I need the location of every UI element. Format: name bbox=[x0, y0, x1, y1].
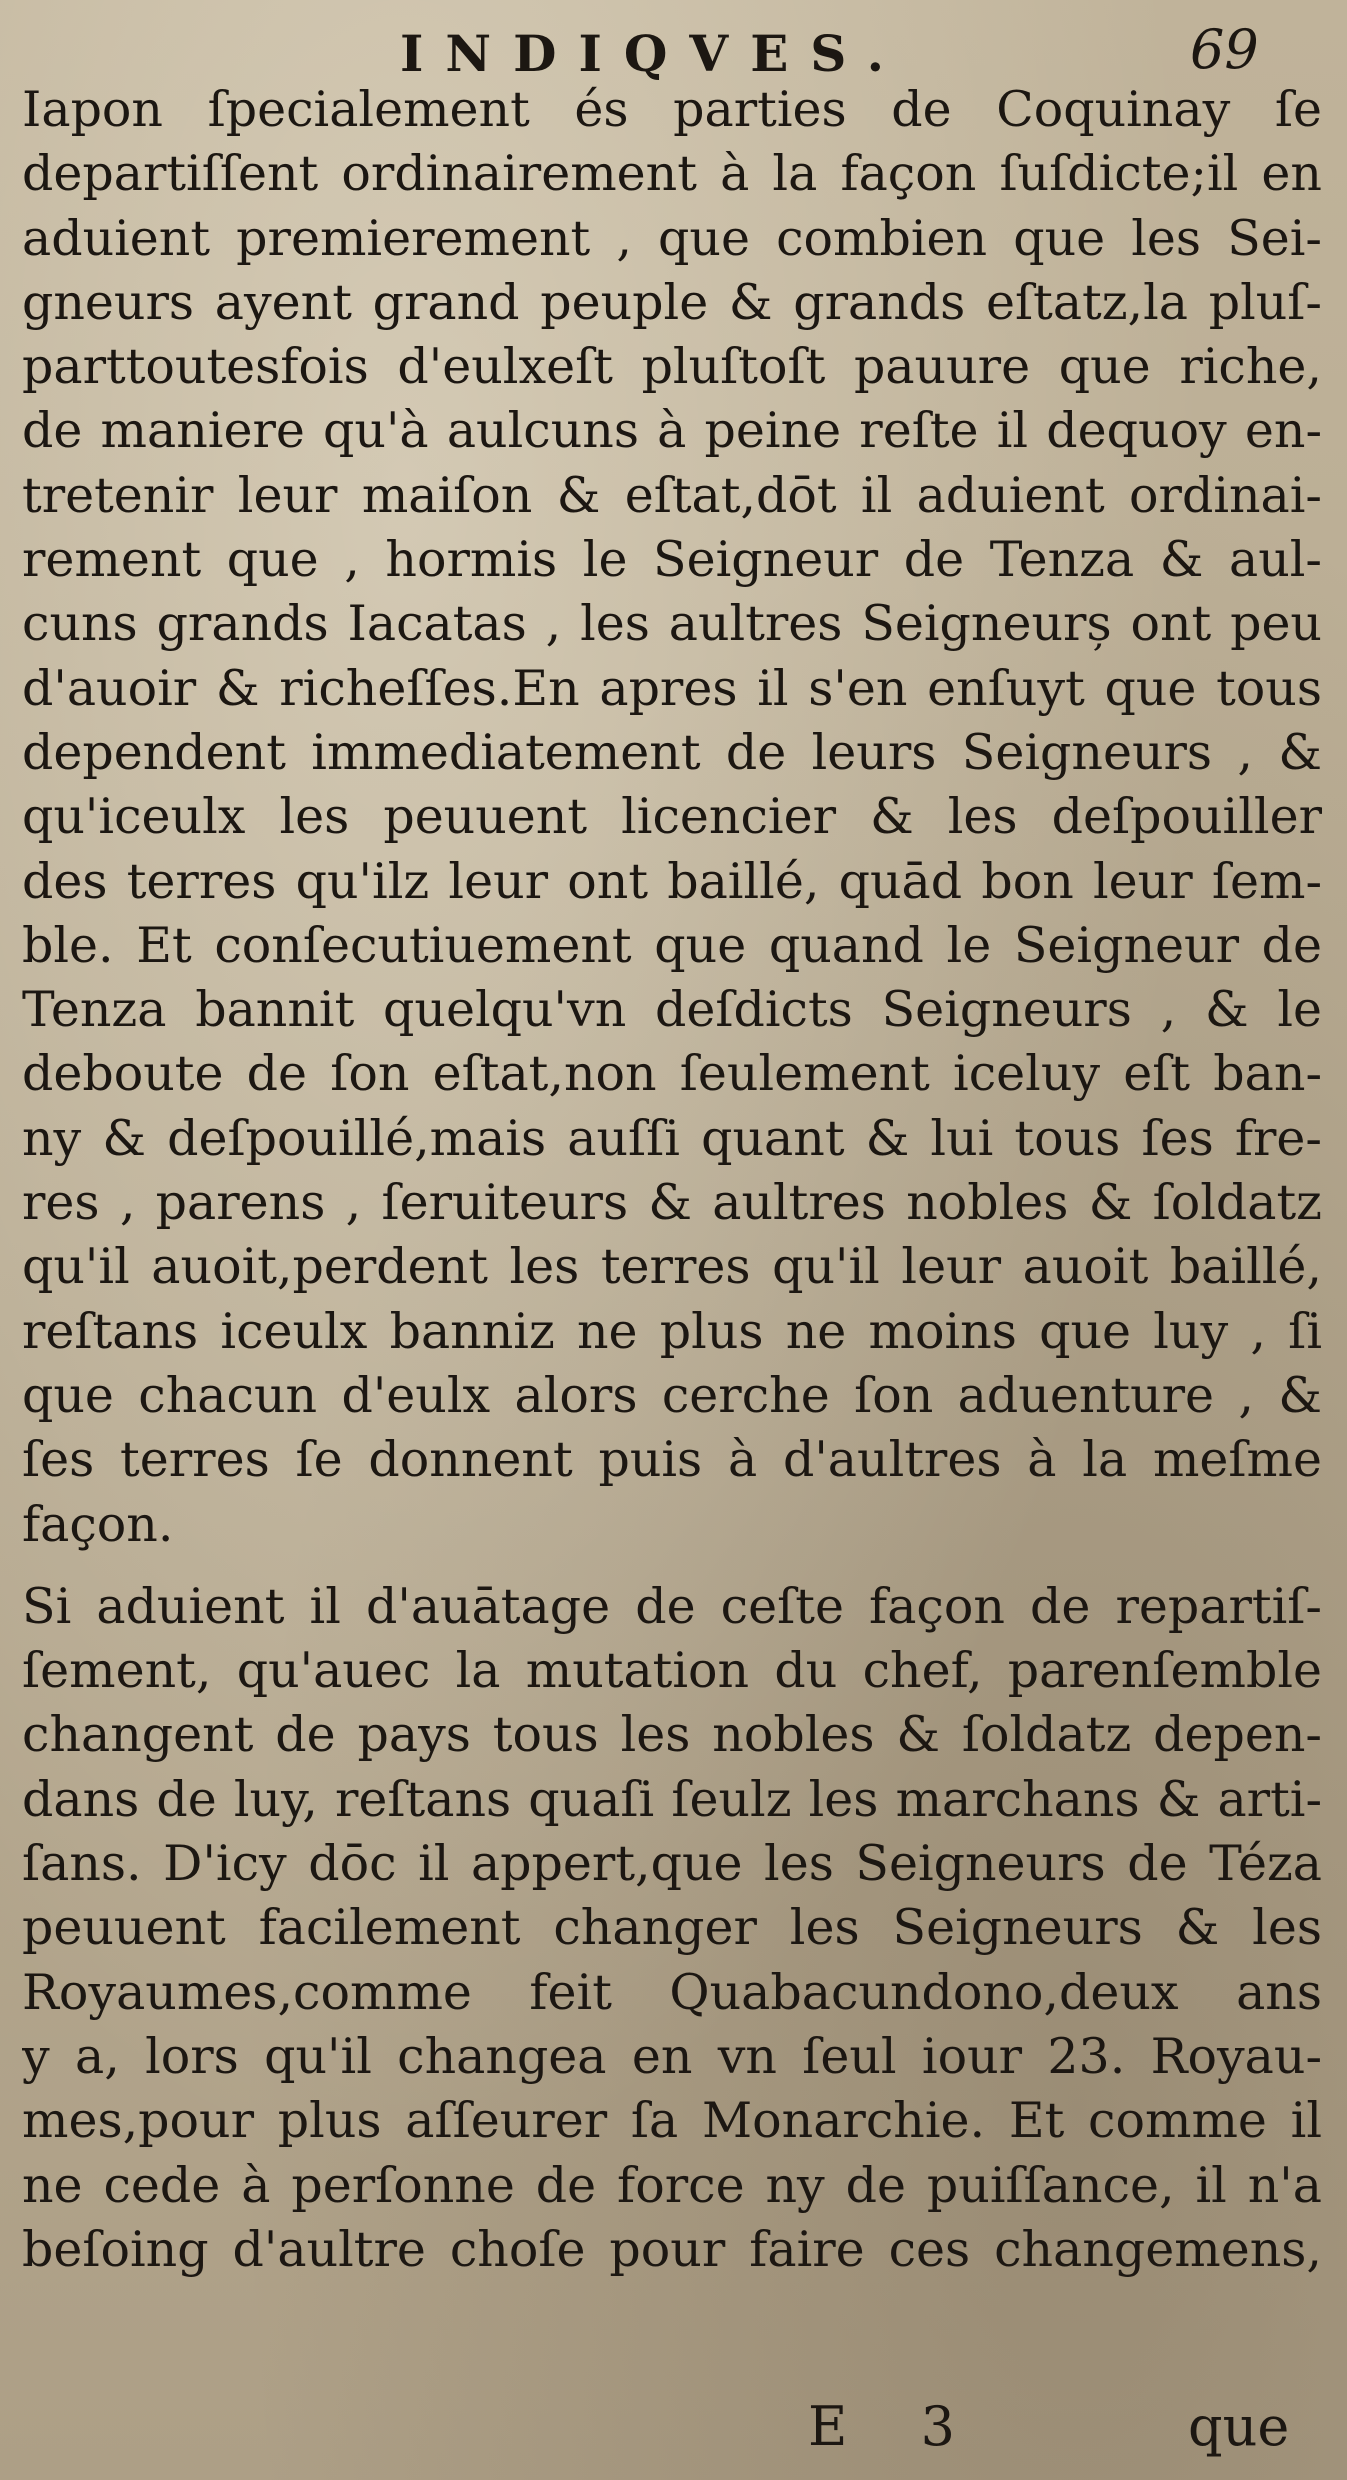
text-line: ne cede à perſonne de force ny de puiſſance, il n'a bbox=[22, 2156, 1322, 2214]
text-line: façon. bbox=[22, 1495, 174, 1553]
text-line: qu'il auoit,perdent les terres qu'il leur auoit baillé, bbox=[22, 1238, 1322, 1296]
text-line: aduient premierement , que combien que les Sei- bbox=[22, 209, 1322, 267]
text-line: Iapon ſpecialement és parties de Coquinay ſe bbox=[22, 81, 1322, 138]
text-line: ny & deſpouillé,mais auſſi quant & lui tous ſes fre- bbox=[22, 1109, 1322, 1167]
text-line: ſement, qu'auec la mutation du chef, parenſemble bbox=[22, 1642, 1322, 1700]
text-line: mes,pour plus aſſeurer ſa Monarchie. Et comme il bbox=[22, 2092, 1322, 2150]
text-line: qu'iceulx les peuuent licencier & les deſpouiller bbox=[22, 788, 1322, 846]
text-line: res , parens , ſeruiteurs & aultres nobles & ſoldatz bbox=[22, 1174, 1322, 1232]
text-line: changent de pays tous les nobles & ſoldatz depen- bbox=[22, 1706, 1322, 1764]
text-line: deboute de ſon eſtat,non ſeulement iceluy eſt ban- bbox=[22, 1045, 1322, 1103]
text-line: gneurs ayent grand peuple & grands eſtatz,la pluſ- bbox=[22, 273, 1322, 331]
text-line: tretenir leur maiſon & eſtat,dōt il aduient ordinai- bbox=[22, 466, 1322, 524]
text-line: Royaumes,comme feit Quabacundono,deux ans bbox=[22, 1963, 1322, 2021]
text-line: cuns grands Iacatas , les aultres Seigneurș ont peu bbox=[22, 595, 1322, 653]
body-text bbox=[22, 78, 1322, 2282]
text-line: d'auoir & richeſſes.En apres il s'en enſuyt que tous bbox=[22, 659, 1322, 717]
paragraph bbox=[22, 78, 1322, 1557]
text-line: ble. Et conſecutiuement que quand le Seigneur de bbox=[22, 916, 1322, 974]
running-title: INDIQVES. bbox=[400, 24, 907, 83]
text-line: reſtans iceulx banniz ne plus ne moins que luy , ſi bbox=[22, 1302, 1322, 1360]
catchword: que bbox=[1188, 2395, 1290, 2458]
text-line: peuuent facilement changer les Seigneurs & les bbox=[22, 1899, 1322, 1957]
text-line: ſans. D'icy dōc il appert,que les Seigneurs de Téza bbox=[22, 1835, 1322, 1893]
text-line: dependent immediatement de leurs Seigneurs , & bbox=[22, 723, 1322, 781]
text-line: beſoing d'aultre choſe pour faire ces changemens, bbox=[22, 2220, 1322, 2278]
text-line: y a, lors qu'il changea en vn ſeul iour 23. Royau- bbox=[22, 2027, 1322, 2085]
text-line: Si aduient il d'auātage de ceſte façon de repartiſ- bbox=[22, 1577, 1322, 1635]
text-line: de maniere qu'à aulcuns à peine reſte il dequoy en- bbox=[22, 402, 1322, 460]
text-line: Tenza bannit quelqu'vn deſdicts Seigneurs , & le bbox=[22, 981, 1322, 1039]
text-line: rement que , hormis le Seigneur de Tenza & aul- bbox=[22, 531, 1322, 589]
text-line: parttoutesfois d'eulxeſt pluſtoſt pauure que riche, bbox=[22, 338, 1322, 396]
text-line: dans de luy, reſtans quaſi ſeulz les marchans & arti- bbox=[22, 1770, 1322, 1828]
signature-mark: E 3 bbox=[808, 2395, 983, 2458]
page-footer bbox=[0, 2395, 1347, 2465]
text-line: des terres qu'ilz leur ont baillé, quād bon leur ſem- bbox=[22, 852, 1322, 910]
page-number: 69 bbox=[1190, 18, 1259, 81]
text-line: departiſſent ordinairement à la façon ſuſdicte;il en bbox=[22, 145, 1322, 203]
paragraph bbox=[22, 1575, 1322, 2282]
paragraph-break bbox=[22, 1557, 1322, 1575]
text-line: que chacun d'eulx alors cerche ſon aduenture , & bbox=[22, 1366, 1322, 1424]
text-line: ſes terres ſe donnent puis à d'aultres à la meſme bbox=[22, 1431, 1322, 1489]
